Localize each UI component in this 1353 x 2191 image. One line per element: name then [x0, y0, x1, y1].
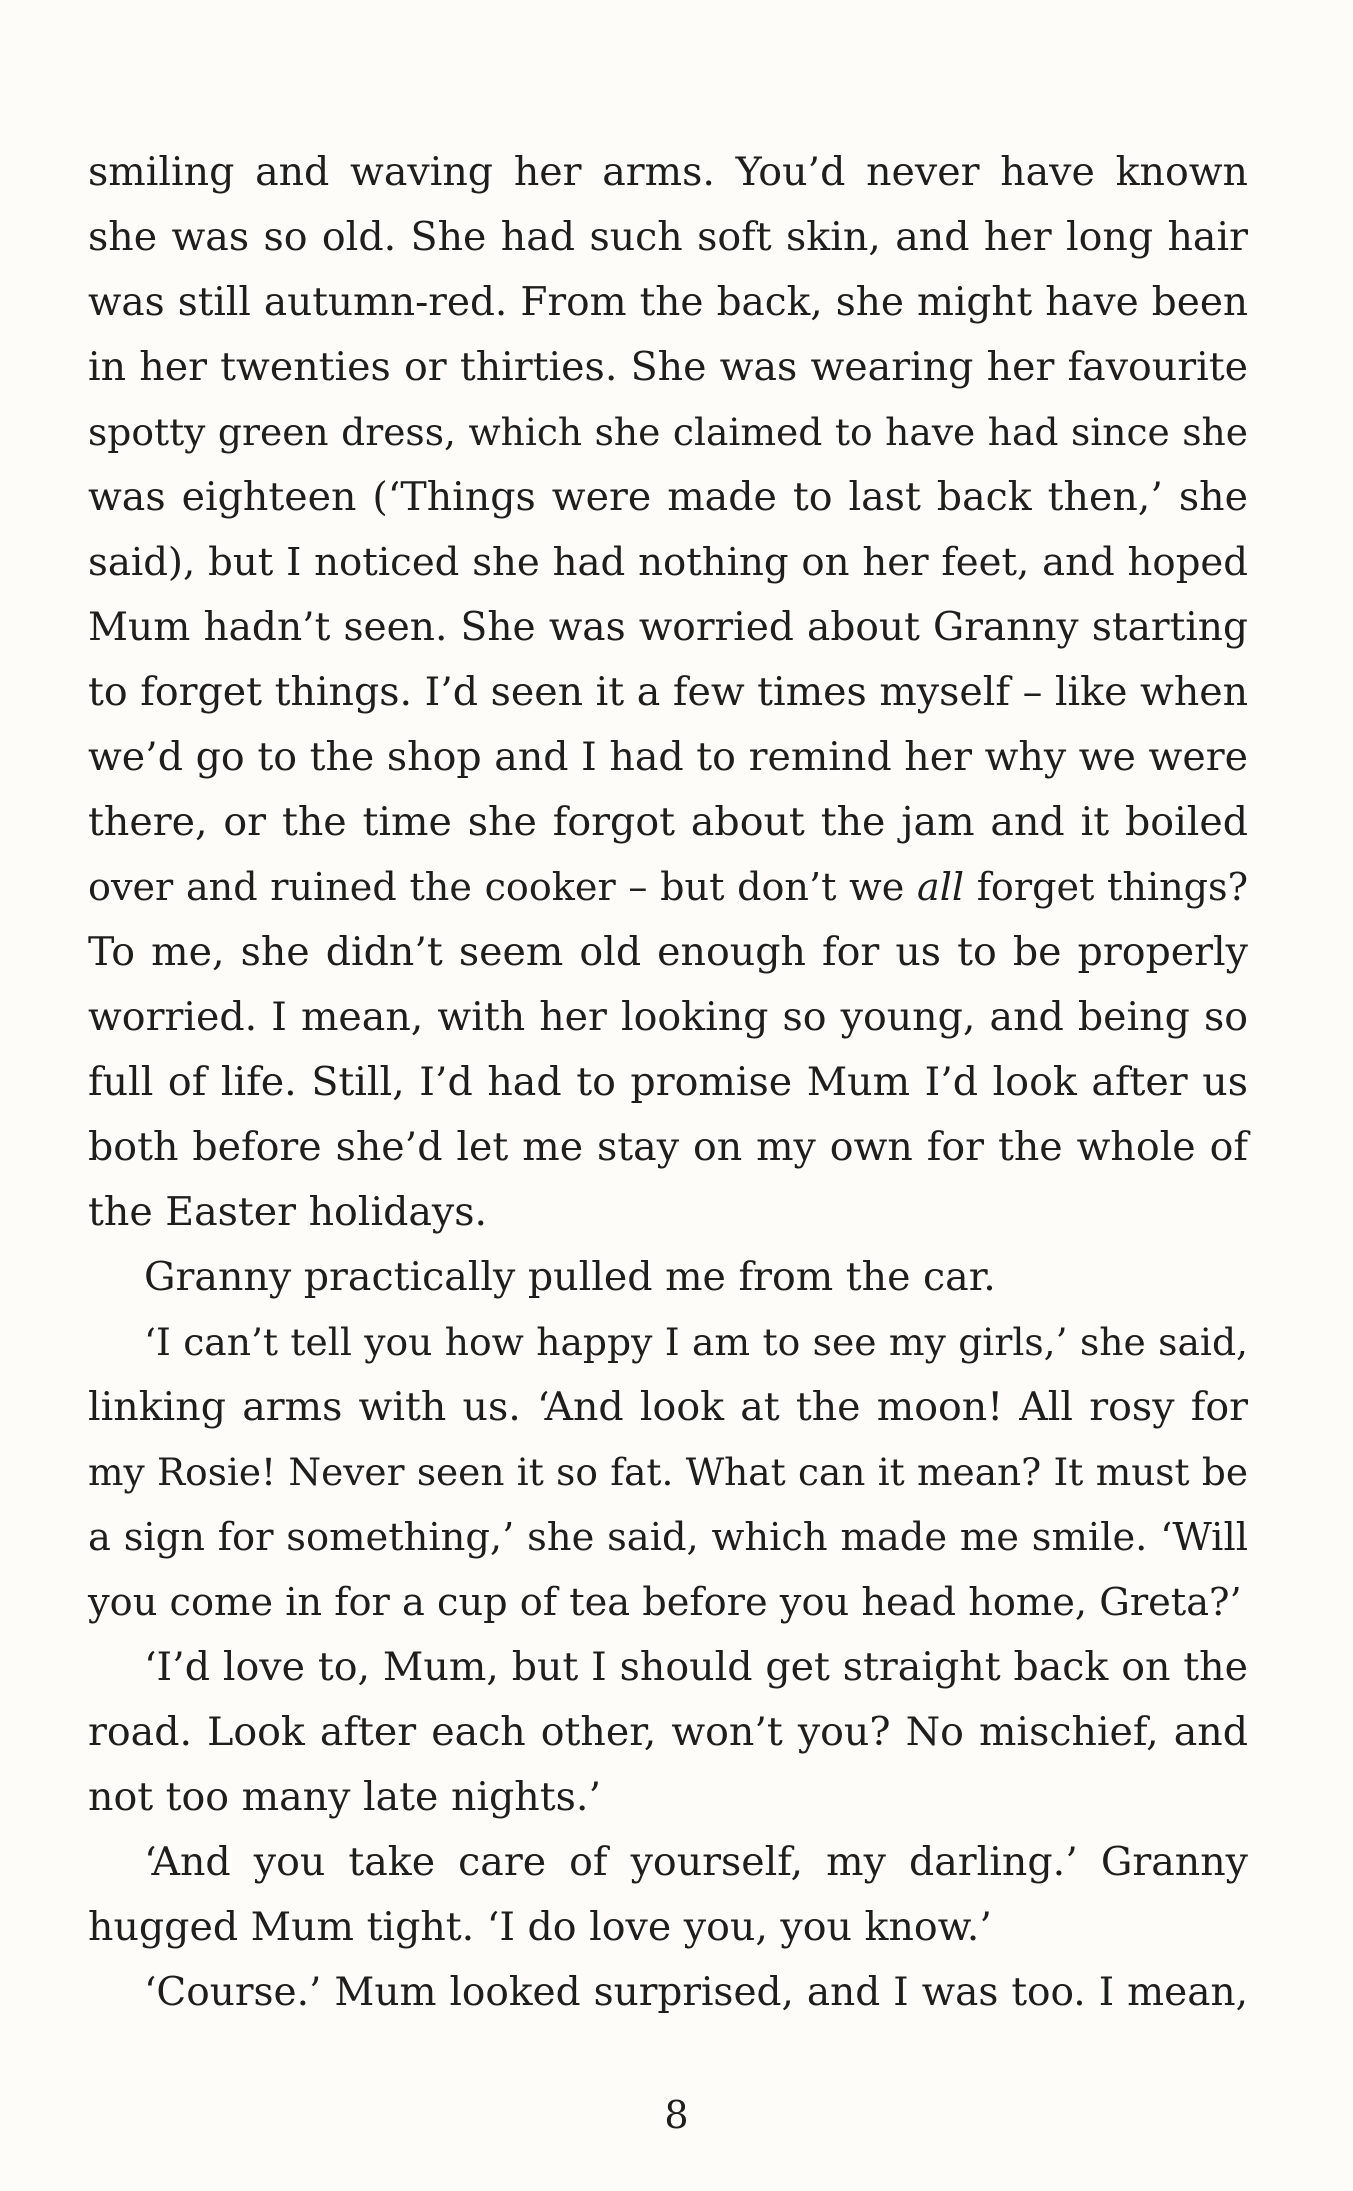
text-line: to forget things. I’d seen it a few times myself – like when: [88, 669, 1249, 715]
text-line: she was so old. She had such soft skin, and her long hair: [88, 214, 1248, 260]
paragraph-line: ‘Course.’ Mum looked surprised, and I was too. I mean,: [144, 1970, 1248, 2015]
text-line: we’d go to the shop and I had to remind her why we were: [88, 734, 1248, 780]
italic-word: all: [916, 865, 965, 909]
text-line: spotty green dress, which she claimed to have had since she: [88, 410, 1248, 454]
text-segment: over and ruined the cooker – but don’t we: [88, 865, 917, 909]
text-line: said), but I noticed she had nothing on her feet, and hoped: [88, 540, 1248, 585]
page-number: 8: [664, 2093, 689, 2137]
paragraph-line: ‘I’d love to, Mum, but I should get straight back on the: [144, 1644, 1248, 1690]
text-line: To me, she didn’t seem old enough for us to be properly: [88, 929, 1248, 975]
text-line: was still autumn-red. From the back, she might have been: [88, 280, 1248, 325]
paragraph-line: Granny practically pulled me from the car.: [144, 1254, 996, 1300]
text-line: full of life. Still, I’d had to promise Mum I’d look after us: [88, 1059, 1248, 1105]
text-line: you come in for a cup of tea before you head home, Greta?’: [88, 1580, 1242, 1625]
paragraph-line: ‘I can’t tell you how happy I am to see my girls,’ she said,: [144, 1320, 1248, 1364]
text-line: road. Look after each other, won’t you? No mischief, and: [88, 1709, 1248, 1755]
text-line: the Easter holidays.: [88, 1189, 488, 1235]
text-line: linking arms with us. ‘And look at the moon! All rosy for: [88, 1384, 1248, 1430]
paragraph-line: ‘And you take care of yourself, my darling.’ Granny: [144, 1839, 1248, 1885]
text-line: my Rosie! Never seen it so fat. What can it mean? It must be: [88, 1450, 1248, 1494]
text-line: there, or the time she forgot about the jam and it boiled: [88, 799, 1248, 845]
text-line: worried. I mean, with her looking so young, and being so: [88, 994, 1248, 1040]
text-line: hugged Mum tight. ‘I do love you, you know.’: [88, 1904, 992, 1950]
text-line-with-italic: [88, 855, 1248, 920]
text-line: a sign for something,’ she said, which made me smile. ‘Will: [88, 1515, 1248, 1560]
body-text: [88, 140, 1248, 2025]
text-line: was eighteen (‘Things were made to last back then,’ she: [88, 474, 1248, 520]
text-line: both before she’d let me stay on my own for the whole of: [88, 1124, 1248, 1170]
text-segment: forget things?: [964, 865, 1249, 909]
text-line: Mum hadn’t seen. She was worried about Granny starting: [88, 605, 1248, 650]
text-line: smiling and waving her arms. You’d never have known: [88, 149, 1248, 195]
text-line: not too many late nights.’: [88, 1774, 601, 1820]
text-line: in her twenties or thirties. She was wearing her favourite: [88, 344, 1248, 390]
